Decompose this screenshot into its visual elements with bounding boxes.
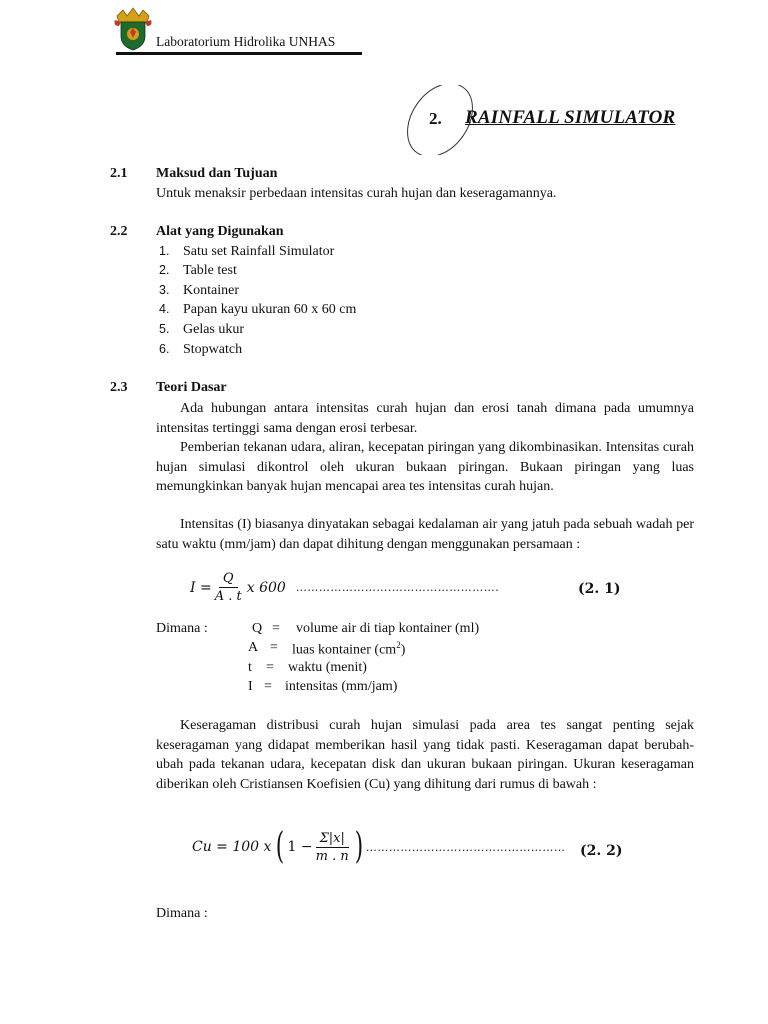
section-title: Alat yang Digunakan <box>156 224 284 239</box>
section-number: 2.3 <box>110 380 128 395</box>
section-title: Maksud dan Tujuan <box>156 166 278 181</box>
paragraph: Ada hubungan antara intensitas curah hujan dan erosi tanah dimana pada umumnya intensitas tertinggi sama dengan erosi terbesar. <box>156 401 694 436</box>
equation-fraction: $\frac{Q}{A . t}$ <box>214 571 242 604</box>
section-number: 2.2 <box>110 224 128 239</box>
header-divider <box>116 52 362 55</box>
list-item: 3. Kontainer <box>159 283 239 298</box>
section-text: Untuk menaksir perbedaan intensitas curah hujan dan keseragamannya. <box>156 186 557 201</box>
chapter-number: 2. <box>429 109 442 128</box>
equation-uniformity: Cu = 100 x ( 1 − $\frac{\Sigma|x|}{m . n}$ ) …………………….……………………… <box>192 826 566 867</box>
variable-row: Q = volume air di tiap kontainer (ml) <box>252 621 480 636</box>
list-item: 6. Stopwatch <box>159 342 243 357</box>
chapter-title: RAINFALL SIMULATOR <box>465 107 676 128</box>
list-item: 1. Satu set Rainfall Simulator <box>159 244 335 259</box>
where-label: Dimana : <box>156 621 208 636</box>
list-item: 4. Papan kayu ukuran 60 x 60 cm <box>159 302 357 317</box>
section-number: 2.1 <box>110 166 128 181</box>
header-lab-name: Laboratorium Hidrolika UNHAS <box>156 34 336 49</box>
variable-row: A = luas kontainer $(cm^2)$ <box>248 640 406 658</box>
paragraph: Keseragaman distribusi curah hujan simulasi pada area tes sangat penting sejak keseragaman yang didapat memberikan hasil yang tidak pasti. Keseragaman dapat berubah-ubah pada tekanan udara, kecepatan disk dan ukuran bukaan piringan. Ukuran keseragaman diberikan oleh Cristiansen Koefisien (Cu) yang dihitung dari rumus di bawah : <box>156 718 694 792</box>
equation-intensity: I = $\frac{Q}{A . t}$ x 600 …………………….………………………. <box>190 571 500 604</box>
where-label: Dimana : <box>156 906 208 921</box>
variable-row: I = intensitas (mm/jam) <box>248 679 398 694</box>
variable-row: t = waktu (menit) <box>248 660 367 675</box>
list-item: 2. Table test <box>159 263 237 278</box>
paragraph: Intensitas (I) biasanya dinyatakan sebagai kedalaman air yang jatuh pada sebuah wadah per satu waktu (mm/jam) dan dapat dihitung dengan menggunakan persamaan : <box>156 517 694 552</box>
equation-number: (2. 2) <box>580 843 623 859</box>
list-item: 5. Gelas ukur <box>159 322 245 337</box>
section-title: Teori Dasar <box>156 380 227 395</box>
equation-fraction: $\frac{\Sigma|x|}{m . n}$ <box>315 830 349 864</box>
unhas-logo <box>113 6 153 52</box>
paragraph: Pemberian tekanan udara, aliran, kecepatan piringan yang dikombinasikan. Intensitas curah hujan simulasi dikontrol oleh ukuran bukaan piringan. Bukaan piringan yang luas memungkinkan banyak hujan mencapai area tes intensitas curah hujan. <box>156 440 694 494</box>
chapter-title-block <box>395 85 695 155</box>
equation-number: (2. 1) <box>578 581 621 597</box>
